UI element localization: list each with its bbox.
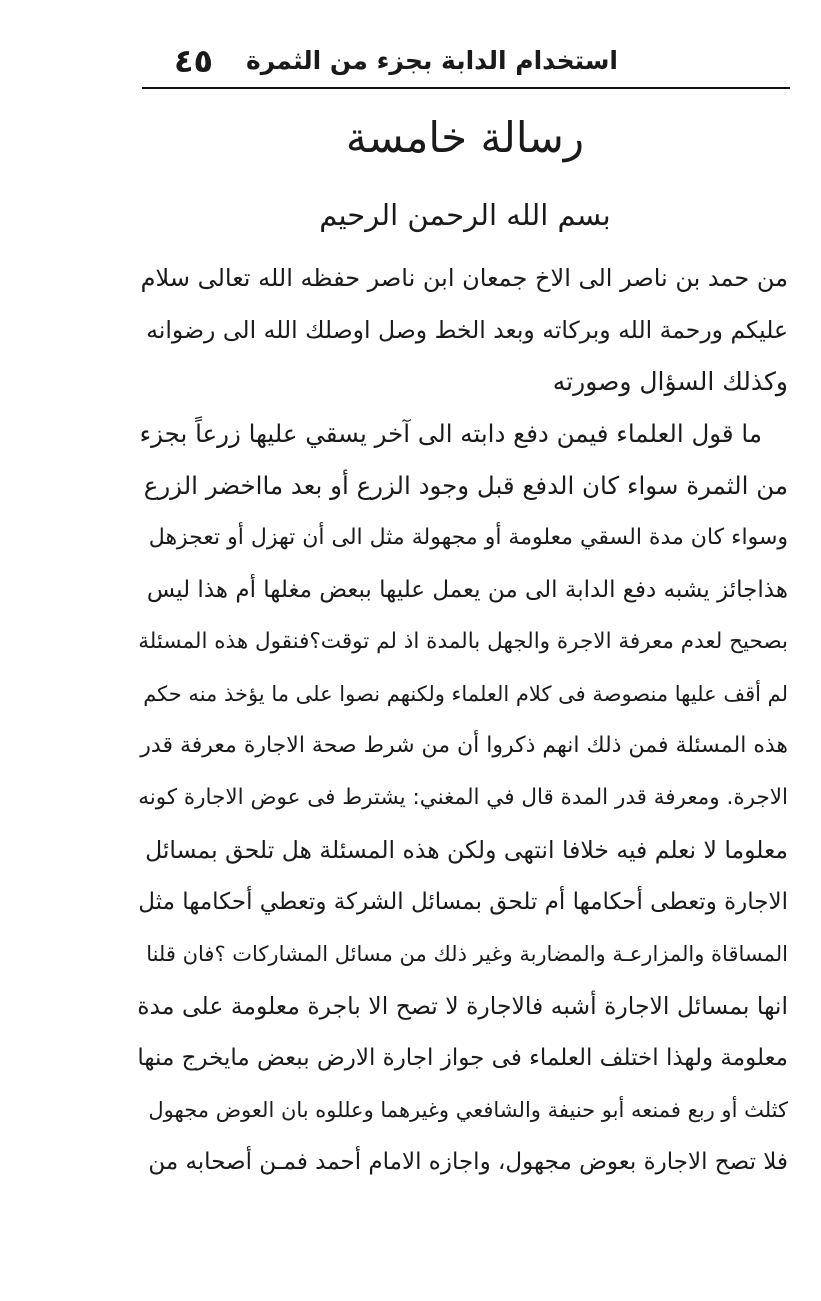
text-line: هذاجائز يشبه دفع الدابة الى من يعمل عليها ببعض مغلها أم هذا ليس: [146, 577, 788, 603]
text-line: الاجرة. ومعرفة قدر المدة قال في المغني: يشترط فى عوض الاجارة كونه: [138, 785, 788, 810]
text-line: لم أقف عليها منصوصة فى كلام العلماء ولكنهم نصوا على ما يؤخذ منه حكم: [143, 682, 788, 706]
text-line: انها بمسائل الاجارة أشبه فالاجارة لا تصح الا باجرة معلومة على مدة: [137, 992, 788, 1020]
paragraph-question: [135, 408, 788, 1188]
page-header: [140, 40, 788, 90]
section-heading: رسالة خامسة: [345, 113, 585, 162]
text-line: معلوما لا نعلم فيه خلافا انتهى ولكن هذه المسئلة هل تلحق بمسائل: [145, 836, 788, 864]
running-title: استخدام الدابة بجزء من الثمرة: [246, 46, 618, 75]
text-line: بصحيح لعدم معرفة الاجرة والجهل بالمدة اذ لم توقت؟فنقول هذه المسئلة: [138, 629, 788, 654]
paragraph-greeting: [135, 252, 788, 408]
basmala: بسم الله الرحمن الرحيم: [319, 198, 611, 232]
text-line: من حمد بن ناصر الى الاخ جمعان ابن ناصر حفظه الله تعالى سلام: [140, 264, 788, 292]
text-line: المساقاة والمزارعـة والمضاربة وغير ذلك من مسائل المشاركات ؟فان قلنا: [146, 942, 788, 966]
text-line: ما قول العلماء فيمن دفع دابته الى آخر يسقي عليها زرعاً بجزء: [139, 419, 762, 448]
text-line: كثلث أو ربع فمنعه أبو حنيفة والشافعي وغيرهما وعللوه بان العوض مجهول: [148, 1098, 788, 1122]
text-line: عليكم ورحمة الله وبركاته وبعد الخط وصل اوصلك الله الى رضوانه: [146, 316, 788, 344]
text-line: معلومة ولهذا اختلف العلماء فى جواز اجارة الارض ببعض مايخرج منها: [137, 1045, 788, 1071]
header-rule: [142, 87, 790, 89]
text-line: من الثمرة سواء كان الدفع قبل وجود الزرع أو بعد مااخضر الزرع: [143, 471, 788, 500]
text-line: الاجارة وتعطى أحكامها أم تلحق بمسائل الشركة وتعطي أحكامها مثل: [138, 889, 788, 915]
text-line: هذه المسئلة فمن ذلك انهم ذكروا أن من شرط صحة الاجارة معرفة قدر: [140, 733, 788, 758]
text-line: وكذلك السؤال وصورته: [552, 367, 788, 396]
text-line: فلا تصح الاجارة بعوض مجهول، واجازه الامام أحمد فمـن أصحابه من: [148, 1149, 788, 1175]
text-line: وسواء كان مدة السقي معلومة أو مجهولة مثل الى أن تهزل أو تعجزهل: [148, 525, 788, 550]
page-number: ٤٥: [174, 42, 214, 80]
